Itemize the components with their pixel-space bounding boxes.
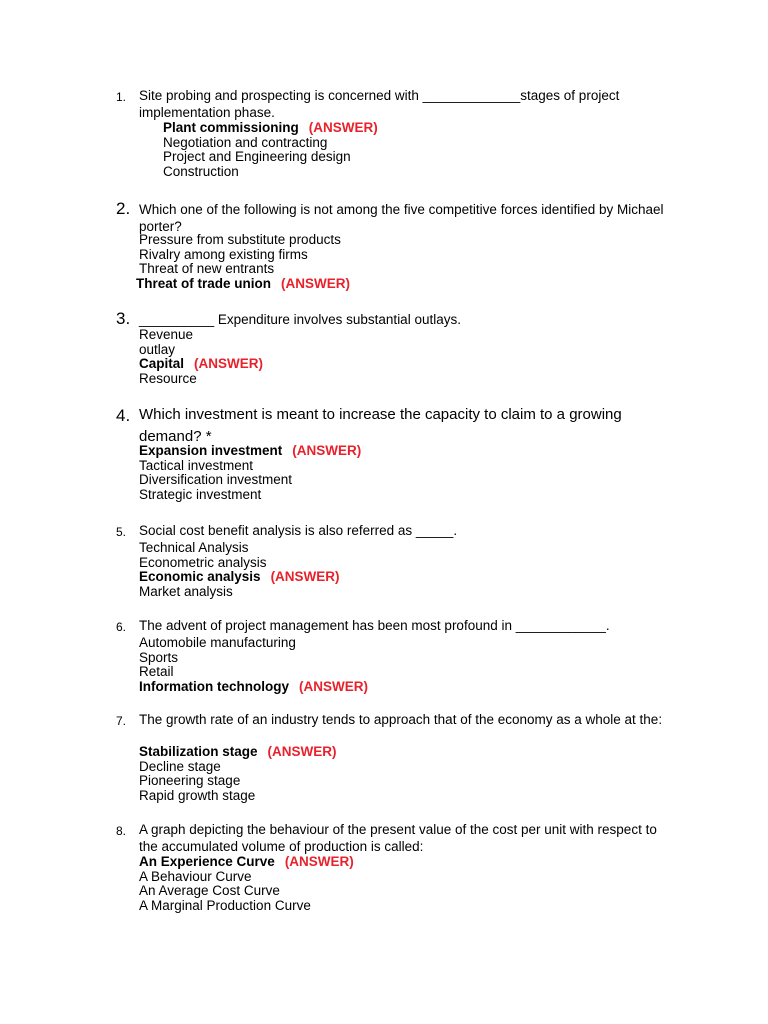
question-number: 4. xyxy=(116,406,131,425)
option-correct xyxy=(139,357,263,372)
answer-marker: (ANSWER) xyxy=(267,744,337,759)
question-text: __________ Expenditure involves substantial outlays. xyxy=(139,312,461,327)
option-label: Decline stage xyxy=(139,758,221,774)
answer-marker: (ANSWER) xyxy=(292,443,362,458)
options-list xyxy=(139,328,263,387)
question-number: 2. xyxy=(116,199,131,218)
option xyxy=(163,165,378,180)
question-text: A graph depicting the behaviour of the present value of the cost per unit with respect to the accumulated volume of production is called: xyxy=(139,822,657,854)
option-label: Threat of new entrants xyxy=(139,261,275,277)
option xyxy=(139,328,263,343)
option xyxy=(139,541,340,556)
option-label: Automobile manufacturing xyxy=(139,635,296,650)
options-list xyxy=(139,444,361,503)
option xyxy=(139,665,368,680)
option-correct xyxy=(139,680,368,695)
option xyxy=(139,473,361,488)
question-number: 1. xyxy=(116,90,127,104)
answer-marker: (ANSWER) xyxy=(284,854,354,869)
option xyxy=(139,343,263,358)
option-label: outlay xyxy=(139,341,176,357)
option-label: Pioneering stage xyxy=(139,773,241,789)
option-label: An Average Cost Curve xyxy=(139,883,280,899)
question-number: 8. xyxy=(116,824,127,838)
option-label: Tactical investment xyxy=(139,457,254,473)
option xyxy=(163,150,378,165)
option-label: Market analysis xyxy=(139,584,233,600)
question-text: The growth rate of an industry tends to approach that of the economy as a whole at the: xyxy=(139,712,663,727)
option-label: Project and Engineering design xyxy=(163,149,351,165)
option-label: Stabilization stage xyxy=(139,744,258,759)
option xyxy=(139,488,361,503)
option-correct xyxy=(139,570,340,585)
option-label: Rivalry among existing firms xyxy=(139,246,308,262)
option xyxy=(139,636,368,651)
option-label: Expansion investment xyxy=(139,443,283,458)
option-label: Information technology xyxy=(139,679,289,695)
option-label: Econometric analysis xyxy=(139,554,267,570)
option-label: An Experience Curve xyxy=(139,854,275,869)
question-text: Social cost benefit analysis is also referred as _____. xyxy=(139,523,458,538)
option xyxy=(139,884,354,899)
option-correct xyxy=(139,855,354,870)
options-list xyxy=(136,232,350,292)
answer-marker: (ANSWER) xyxy=(299,679,368,695)
option-label: Construction xyxy=(163,164,239,180)
answer-marker: (ANSWER) xyxy=(281,276,350,292)
options-list xyxy=(163,121,378,180)
option xyxy=(139,372,263,387)
option-label: A Behaviour Curve xyxy=(139,868,252,884)
option-correct xyxy=(139,745,337,760)
option-label: A Marginal Production Curve xyxy=(139,898,311,914)
question-number: 6. xyxy=(116,620,127,634)
options-list xyxy=(139,541,340,600)
option-label: Rapid growth stage xyxy=(139,788,256,804)
answer-marker: (ANSWER) xyxy=(194,356,264,372)
question-text: Which investment is meant to increase the capacity to claim to a growing demand? * xyxy=(139,406,622,445)
option xyxy=(139,262,350,277)
option-label: Threat of trade union xyxy=(136,276,271,292)
option-correct xyxy=(136,277,350,292)
option xyxy=(139,233,350,248)
option-correct xyxy=(139,444,361,459)
option xyxy=(139,556,340,571)
question-number: 7. xyxy=(116,714,127,728)
option-label: Negotiation and contracting xyxy=(163,134,328,150)
answer-marker: (ANSWER) xyxy=(308,120,378,135)
option-correct xyxy=(163,121,378,136)
option-label: Pressure from substitute products xyxy=(139,232,341,247)
option-label: Capital xyxy=(139,356,185,372)
question-number: 5. xyxy=(116,525,127,539)
option xyxy=(139,899,354,914)
question-text: The advent of project management has been most profound in ____________. xyxy=(139,618,610,633)
option xyxy=(139,651,368,666)
option-label: Plant commissioning xyxy=(163,120,299,135)
option-label: Strategic investment xyxy=(139,487,262,503)
options-list xyxy=(139,855,354,914)
options-list xyxy=(139,745,337,804)
options-list xyxy=(139,636,368,695)
option xyxy=(139,248,350,263)
option-label: Resource xyxy=(139,371,197,387)
option xyxy=(139,760,337,775)
option xyxy=(139,870,354,885)
question-text: Which one of the following is not among the five competitive forces identified by Michael porter? xyxy=(139,202,664,234)
answer-marker: (ANSWER) xyxy=(270,569,340,585)
question-number: 3. xyxy=(116,309,131,328)
option xyxy=(163,136,378,151)
option-label: Diversification investment xyxy=(139,472,293,488)
option xyxy=(139,459,361,474)
option-label: Economic analysis xyxy=(139,569,261,585)
option xyxy=(139,585,340,600)
question-text: Site probing and prospecting is concerned with _____________stages of project implementation phase. xyxy=(139,88,620,120)
option-label: Revenue xyxy=(139,327,194,342)
option xyxy=(139,774,337,789)
option-label: Technical Analysis xyxy=(139,540,249,555)
option xyxy=(139,789,337,804)
option-label: Retail xyxy=(139,664,174,680)
option-label: Sports xyxy=(139,649,179,665)
